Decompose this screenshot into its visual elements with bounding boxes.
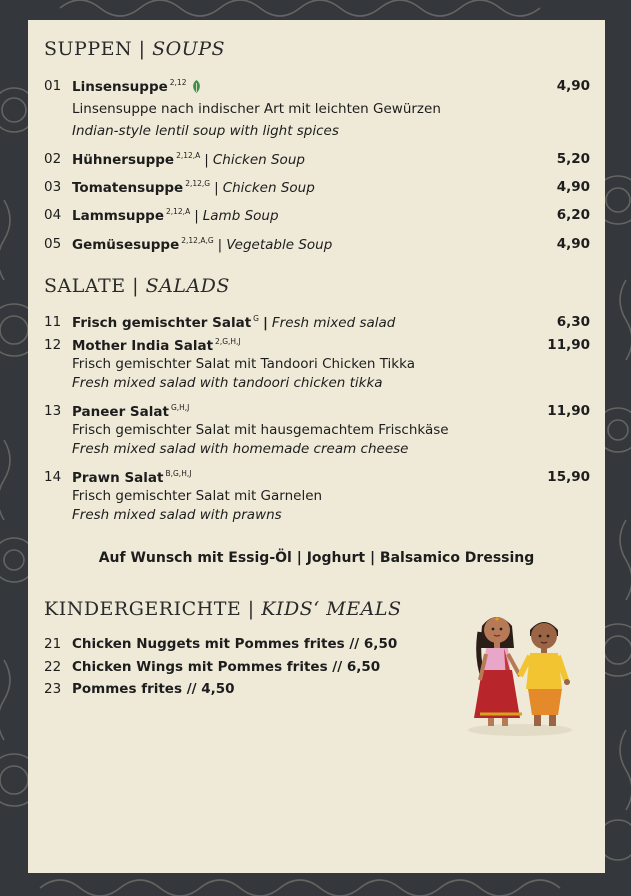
- item-description-en: Fresh mixed salad with homemade cream cheese: [72, 441, 409, 457]
- item-name-chicken-wings: Chicken Wings mit Pommes frites // 6,50: [72, 659, 381, 675]
- section-title-soups: SUPPEN | SOUPS: [44, 38, 225, 60]
- item-description-en: Fresh mixed salad with tandoori chicken tikka: [72, 375, 383, 391]
- item-name-gemuesesuppe: Gemüsesuppe $^{2,12,A,G}$ | Vegetable Soup: [72, 236, 333, 253]
- item-description-en: Fresh mixed salad with prawns: [72, 507, 282, 523]
- item-price: 4,90: [556, 78, 590, 94]
- item-name-frisch-gemischter-salat: Frisch gemischter Salat $^G$ | Fresh mixed salad: [72, 314, 396, 331]
- item-description-de: Frisch gemischter Salat mit Tandoori Chicken Tikka: [72, 356, 415, 372]
- menu-page: [28, 20, 605, 873]
- item-price: 4,90: [556, 236, 590, 252]
- item-price: 11,90: [547, 403, 590, 419]
- item-price: 11,90: [547, 337, 590, 353]
- item-name-tomatensuppe: Tomatensuppe $^{2,12,G}$ | Chicken Soup: [72, 179, 315, 196]
- item-price: 5,20: [556, 151, 590, 167]
- item-number: 11: [44, 314, 62, 330]
- item-number: 05: [44, 236, 62, 252]
- item-number: 02: [44, 151, 62, 167]
- item-name-linsensuppe: Linsensuppe $^{2,12}$: [72, 78, 201, 95]
- item-number: 01: [44, 78, 62, 94]
- item-number: 04: [44, 207, 62, 223]
- item-number: 21: [44, 636, 62, 652]
- item-name-huehnersuppe: Hühnersuppe $^{2,12,A}$ | Chicken Soup: [72, 151, 305, 168]
- item-name-mother-india-salat: Mother India Salat $^{2,G,H,J}$: [72, 337, 241, 354]
- item-description-en: Indian-style lentil soup with light spices: [72, 123, 339, 139]
- item-name-chicken-nuggets: Chicken Nuggets mit Pommes frites // 6,50: [72, 636, 398, 652]
- item-price: 15,90: [547, 469, 590, 485]
- section-title-salads: SALATE | SALADS: [44, 275, 230, 297]
- section-title-kids-meals: KINDERGERICHTE | KIDS‘ MEALS: [44, 598, 402, 620]
- item-number: 12: [44, 337, 62, 353]
- item-name-pommes-frites: Pommes frites // 4,50: [72, 681, 235, 697]
- item-number: 23: [44, 681, 62, 697]
- item-name-lammsuppe: Lammsuppe $^{2,12,A}$ | Lamb Soup: [72, 207, 279, 224]
- item-price: 6,30: [556, 314, 590, 330]
- indian-children-illustration: [460, 598, 580, 738]
- item-description-de: Frisch gemischter Salat mit Garnelen: [72, 488, 323, 504]
- item-number: 13: [44, 403, 62, 419]
- item-price: 4,90: [556, 179, 590, 195]
- item-price: 6,20: [556, 207, 590, 223]
- item-name-paneer-salat: Paneer Salat $^{G,H,J}$: [72, 403, 190, 420]
- item-description-de: Linsensuppe nach indischer Art mit leichten Gewürzen: [72, 101, 441, 117]
- item-name-prawn-salat: Prawn Salat $^{B,G,H,J}$: [72, 469, 192, 486]
- item-number: 14: [44, 469, 62, 485]
- item-number: 22: [44, 659, 62, 675]
- leaf-icon: [192, 80, 201, 93]
- dressing-note: Auf Wunsch mit Essig-Öl | Joghurt | Balsamico Dressing: [98, 550, 535, 566]
- item-number: 03: [44, 179, 62, 195]
- item-description-de: Frisch gemischter Salat mit hausgemachtem Frischkäse: [72, 422, 449, 438]
